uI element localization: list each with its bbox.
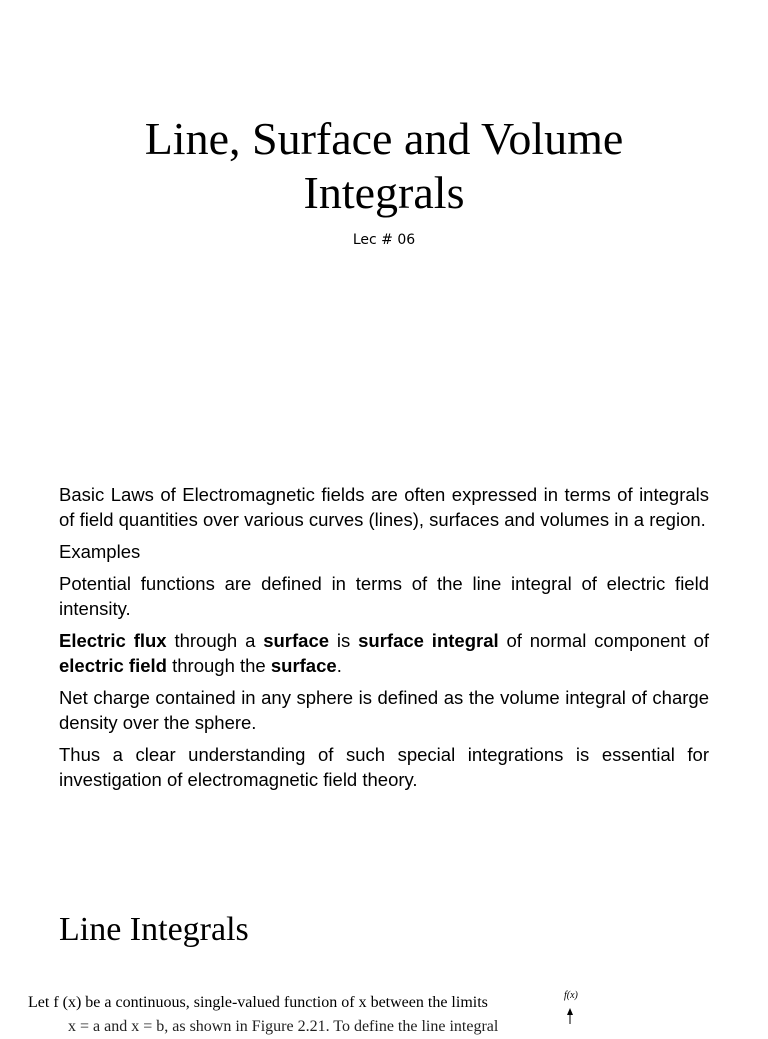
text-fragment: of normal component of — [498, 630, 709, 651]
title-line-1: Line, Surface and Volume — [144, 113, 624, 164]
paragraph-potential: Potential functions are defined in terms of the line integral of electric field intensity. — [59, 573, 709, 619]
term-electric-flux: Electric flux — [59, 630, 167, 651]
term-surface: surface — [263, 630, 330, 651]
paragraph-net-charge: Net charge contained in any sphere is defined as the volume integral of charge density over the sphere. — [59, 687, 709, 733]
content-body — [59, 482, 709, 799]
text-fragment: is — [329, 630, 359, 651]
term-electric-field: electric field — [59, 655, 167, 676]
section-heading: Line Integrals — [59, 911, 249, 948]
term-surface: surface — [270, 655, 337, 676]
textbook-excerpt — [28, 991, 538, 1039]
figure-snippet — [555, 988, 615, 1024]
text-fragment: through the — [166, 655, 271, 676]
paragraph-examples: Examples — [59, 541, 141, 562]
paragraph-intro: Basic Laws of Electromagnetic fields are often expressed in terms of integrals of field quantities over various curves (lines), surfaces and volumes in a region. — [59, 484, 709, 530]
term-surface-integral: surface integral — [358, 630, 499, 651]
slide-title — [0, 112, 768, 220]
text-fragment: . — [336, 655, 342, 676]
title-line-2: Integrals — [303, 167, 465, 218]
paragraph-conclusion: Thus a clear understanding of such special integrations is essential for investigation of electromagnetic field theory. — [59, 744, 709, 790]
excerpt-line-2: x = a and x = b, as shown in Figure 2.21. To define the line integral — [68, 1018, 499, 1035]
lecture-number: Lec # 06 — [352, 232, 416, 248]
text-fragment: through a — [166, 630, 264, 651]
paragraph-flux — [59, 628, 709, 678]
axis-label: f(x) — [564, 990, 578, 1001]
excerpt-line-1: Let f (x) be a continuous, single-valued function of x between the limits — [28, 994, 488, 1011]
